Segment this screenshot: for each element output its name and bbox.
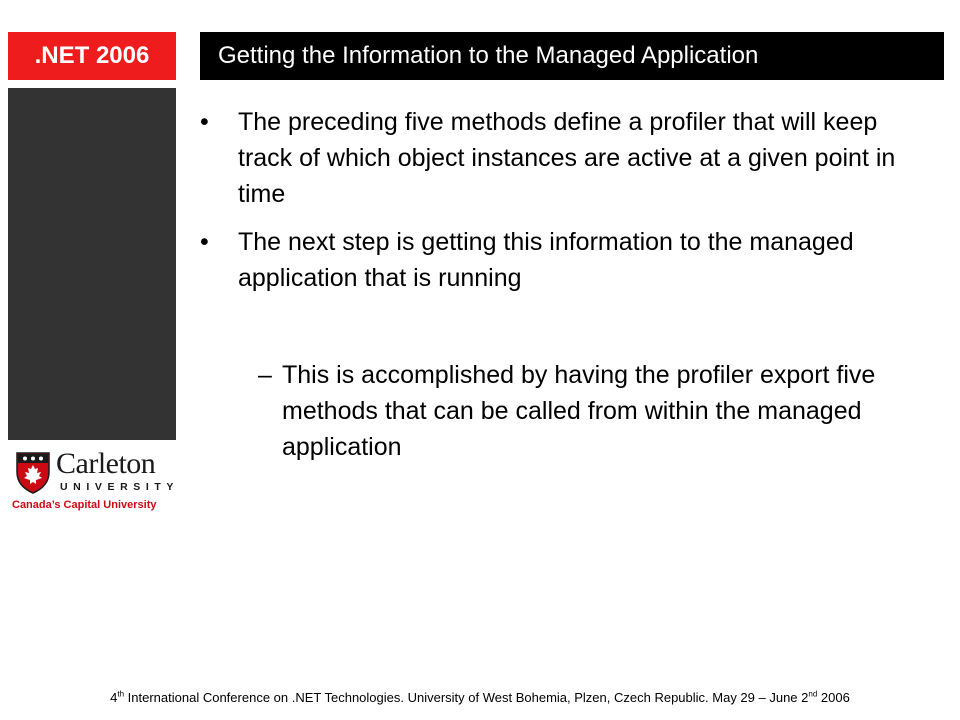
logo-tagline: Canada’s Capital University <box>12 499 157 511</box>
sub-item-text: This is accomplished by having the profiler export five methods that can be called from within the managed application <box>282 361 876 461</box>
bullet-marker: • <box>200 228 209 256</box>
university-logo <box>12 447 180 514</box>
sub-item-marker: – <box>258 361 272 389</box>
bullet-text: The next step is getting this information to the managed application that is running <box>238 228 854 292</box>
logo-university: UNIVERSITY <box>60 481 180 493</box>
logo-wordmark: Carleton <box>56 447 156 480</box>
footer-text: 4 <box>110 690 118 705</box>
section-tab-label: .NET 2006 <box>34 42 150 69</box>
footer <box>0 688 960 708</box>
bullet-marker: • <box>200 108 209 136</box>
bullet-item <box>238 104 898 212</box>
bullet-item <box>238 224 858 296</box>
sub-item <box>282 357 882 465</box>
section-tab <box>8 32 176 80</box>
footer-text: 2006 <box>817 690 850 705</box>
crest-icon <box>14 450 52 494</box>
footer-superscript: th <box>117 689 125 699</box>
footer-superscript: nd <box>808 689 818 699</box>
footer-text: International Conference on .NET Technologies. University of West Bohemia, Plzen, Czech Republic. May 29 – June 2 <box>124 690 809 705</box>
slide-title: Getting the Information to the Managed Application <box>218 42 759 69</box>
side-panel <box>8 88 176 440</box>
title-bar <box>200 32 944 80</box>
bullet-text: The preceding five methods define a profiler that will keep track of which object instances are active at a given point in time <box>238 108 896 208</box>
